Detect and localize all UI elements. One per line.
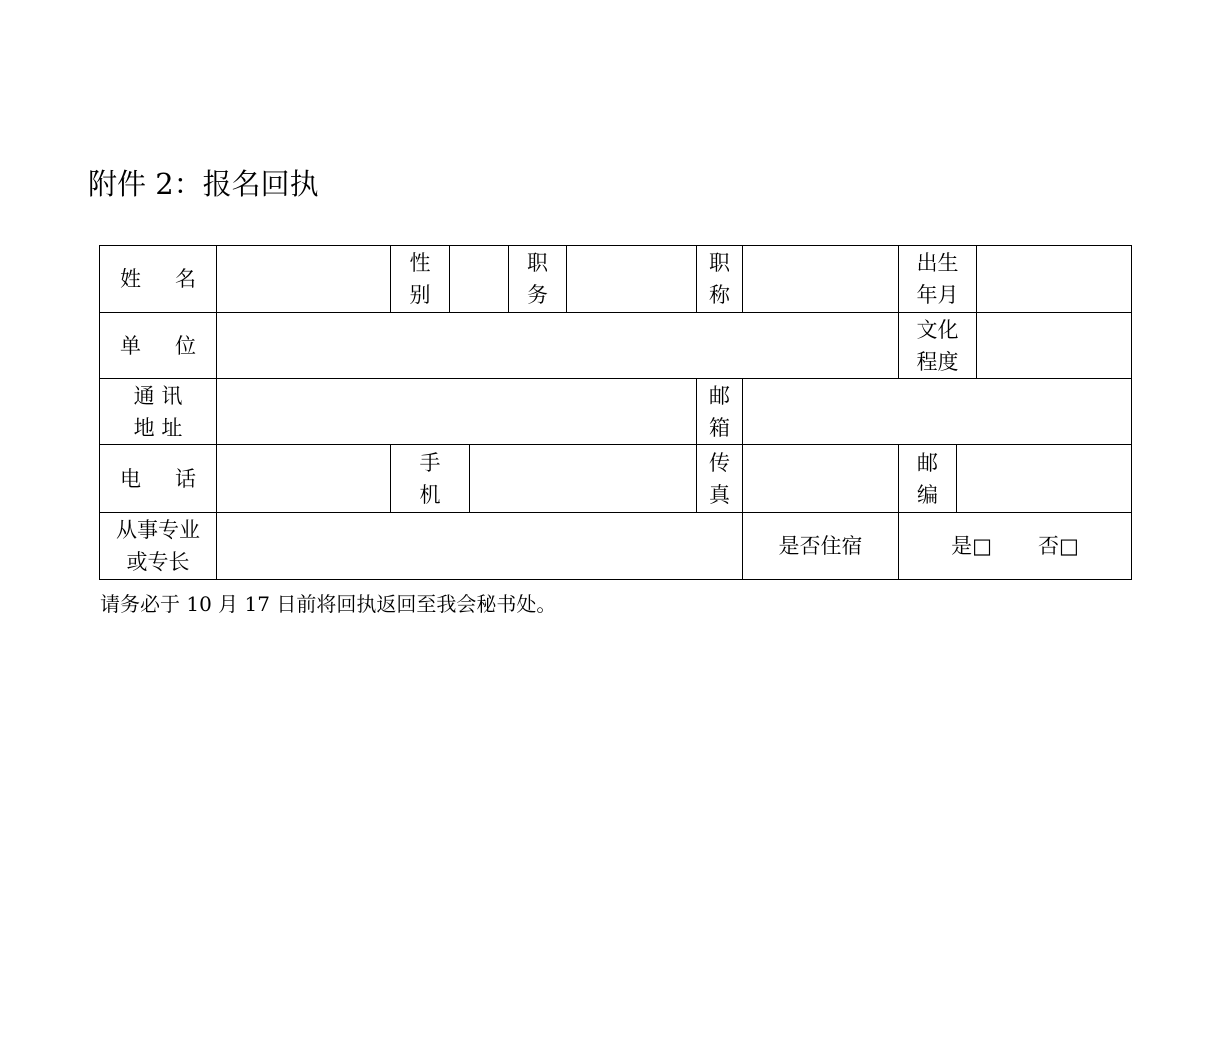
mobile-label-char-2: 机 (419, 482, 441, 507)
table-border-bottom (99, 579, 1132, 580)
specialty-label (100, 513, 216, 579)
address-field[interactable] (217, 379, 696, 444)
education-label-line-2: 程度 (916, 349, 959, 374)
postcode-label-char-1: 邮 (917, 450, 938, 475)
specialty-label-line-2: 或专长 (126, 550, 190, 574)
lodging-label (743, 513, 898, 579)
name-label (100, 246, 216, 312)
position-label (509, 246, 566, 312)
gender-label (391, 246, 449, 312)
gender-field[interactable] (450, 246, 508, 312)
name-field[interactable] (217, 246, 390, 312)
mobile-label (391, 445, 469, 512)
fax-field[interactable] (743, 445, 898, 512)
fax-label-char-2: 真 (709, 482, 730, 507)
gender-label-char-2: 别 (409, 283, 431, 307)
lodging-label-text: 是否住宿 (778, 534, 863, 558)
unit-label-char-2: 位 (175, 333, 196, 358)
phone-field[interactable] (217, 445, 390, 512)
deadline-note: 请务必于 10 月 17 日前将回执返回至我会秘书处。 (100, 592, 557, 616)
postcode-label (899, 445, 956, 512)
lodging-no-checkbox[interactable]: 否□ (1038, 534, 1079, 558)
position-label-char-2: 务 (527, 283, 548, 307)
unit-field[interactable] (217, 313, 898, 378)
birth-label-line-1: 出生 (916, 251, 959, 275)
rank-label (697, 246, 742, 312)
rank-field[interactable] (743, 246, 898, 312)
mobile-field[interactable] (470, 445, 696, 512)
education-label (899, 313, 976, 378)
lodging-options (899, 513, 1131, 579)
registration-form-table (99, 245, 1132, 580)
lodging-yes-checkbox[interactable]: 是□ (951, 534, 992, 558)
address-label (100, 379, 216, 444)
email-label-char-2: 箱 (709, 415, 730, 440)
gender-label-char-1: 性 (409, 251, 431, 275)
postcode-label-char-2: 编 (917, 482, 938, 507)
birth-label-line-2: 年月 (916, 283, 959, 307)
email-label (697, 379, 742, 444)
email-field[interactable] (743, 379, 1131, 444)
unit-label-char-1: 单 (120, 333, 141, 358)
specialty-field[interactable] (217, 513, 742, 579)
position-label-char-1: 职 (527, 251, 548, 275)
name-label-char-2: 名 (175, 267, 196, 291)
birth-label (899, 246, 976, 312)
position-field[interactable] (567, 246, 696, 312)
email-label-char-1: 邮 (709, 383, 730, 408)
birth-field[interactable] (977, 246, 1131, 312)
phone-label (100, 445, 216, 512)
education-field[interactable] (977, 313, 1131, 378)
rank-label-char-2: 称 (709, 283, 730, 307)
postcode-field[interactable] (957, 445, 1131, 512)
name-label-char-1: 姓 (120, 267, 141, 291)
rank-label-char-1: 职 (709, 251, 730, 275)
address-label-line-1: 通 讯 (133, 383, 183, 408)
mobile-label-char-1: 手 (419, 450, 441, 475)
address-label-line-2: 地 址 (133, 415, 183, 440)
table-border-right (1131, 245, 1132, 580)
page-title: 附件 2：报名回执 (88, 167, 319, 201)
phone-label-char-1: 电 (120, 466, 141, 491)
fax-label (697, 445, 742, 512)
unit-label (100, 313, 216, 378)
education-label-line-1: 文化 (916, 317, 959, 342)
fax-label-char-1: 传 (709, 450, 730, 475)
phone-label-char-2: 话 (175, 466, 196, 491)
specialty-label-line-1: 从事专业 (116, 518, 200, 542)
